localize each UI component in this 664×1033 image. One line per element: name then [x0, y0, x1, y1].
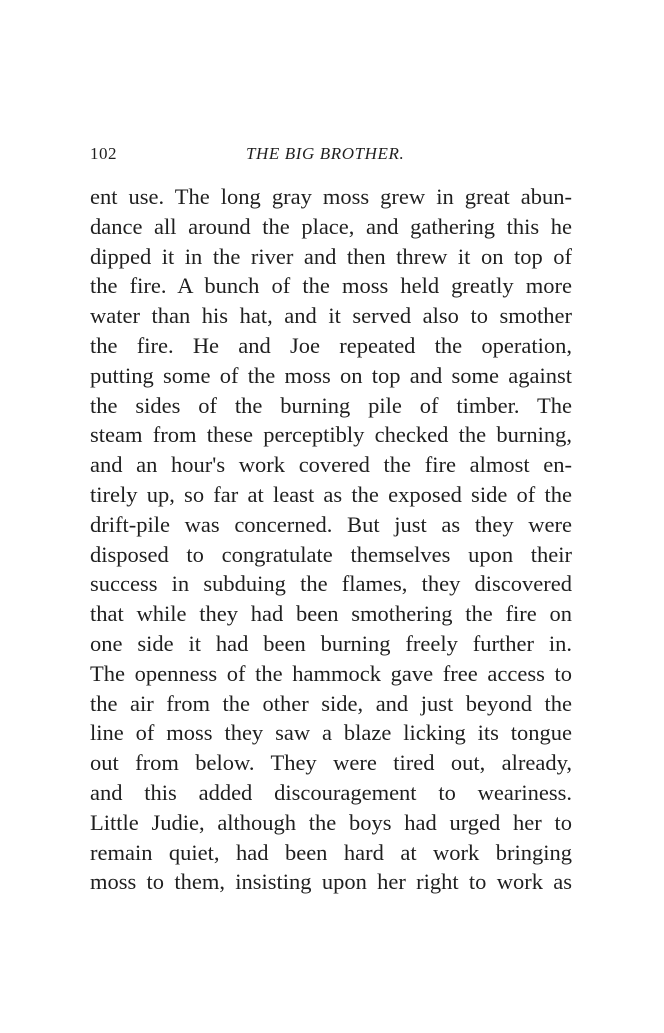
text-line: that while they had been smothering the fire on: [90, 601, 572, 627]
text-line: tirely up, so far at least as the exposed side of the: [90, 481, 572, 507]
text-line: disposed to congratulate themselves upon their: [90, 541, 572, 567]
text-line: and an hour's work covered the fire almost en-: [90, 452, 572, 478]
text-line: the fire. A bunch of the moss held greatly more: [90, 273, 572, 299]
text-line: steam from these perceptibly checked the burning,: [90, 422, 572, 448]
running-head: [90, 144, 572, 168]
text-line: moss to them, insisting upon her right to work as: [90, 869, 572, 895]
text-line: remain quiet, had been hard at work bringing: [90, 839, 572, 865]
text-line: drift-pile was concerned. But just as they were: [90, 511, 572, 537]
text-line: dipped it in the river and then threw it on top of: [90, 243, 572, 269]
text-line: The openness of the hammock gave free access to: [90, 660, 572, 686]
text-line: Little Judie, although the boys had urged her to: [90, 809, 572, 835]
text-line: dance all around the place, and gathering this he: [90, 213, 572, 239]
text-line: the air from the other side, and just beyond the: [90, 690, 572, 716]
text-line: putting some of the moss on top and some against: [90, 362, 572, 388]
body-text: [90, 182, 572, 897]
text-line: the sides of the burning pile of timber. The: [90, 392, 572, 418]
text-line: and this added discouragement to weariness.: [90, 779, 572, 805]
text-line: line of moss they saw a blaze licking its tongue: [90, 720, 572, 746]
text-line: out from below. They were tired out, already,: [90, 750, 572, 776]
running-title: THE BIG BROTHER.: [246, 144, 405, 163]
text-line: ent use. The long gray moss grew in great abun-: [90, 184, 572, 209]
text-line: one side it had been burning freely further in.: [90, 630, 572, 656]
page-number: 102: [90, 144, 117, 163]
text-line: water than his hat, and it served also to smother: [90, 303, 572, 329]
text-line: the fire. He and Joe repeated the operation,: [90, 332, 572, 358]
text-line: success in subduing the flames, they discovered: [90, 571, 572, 597]
